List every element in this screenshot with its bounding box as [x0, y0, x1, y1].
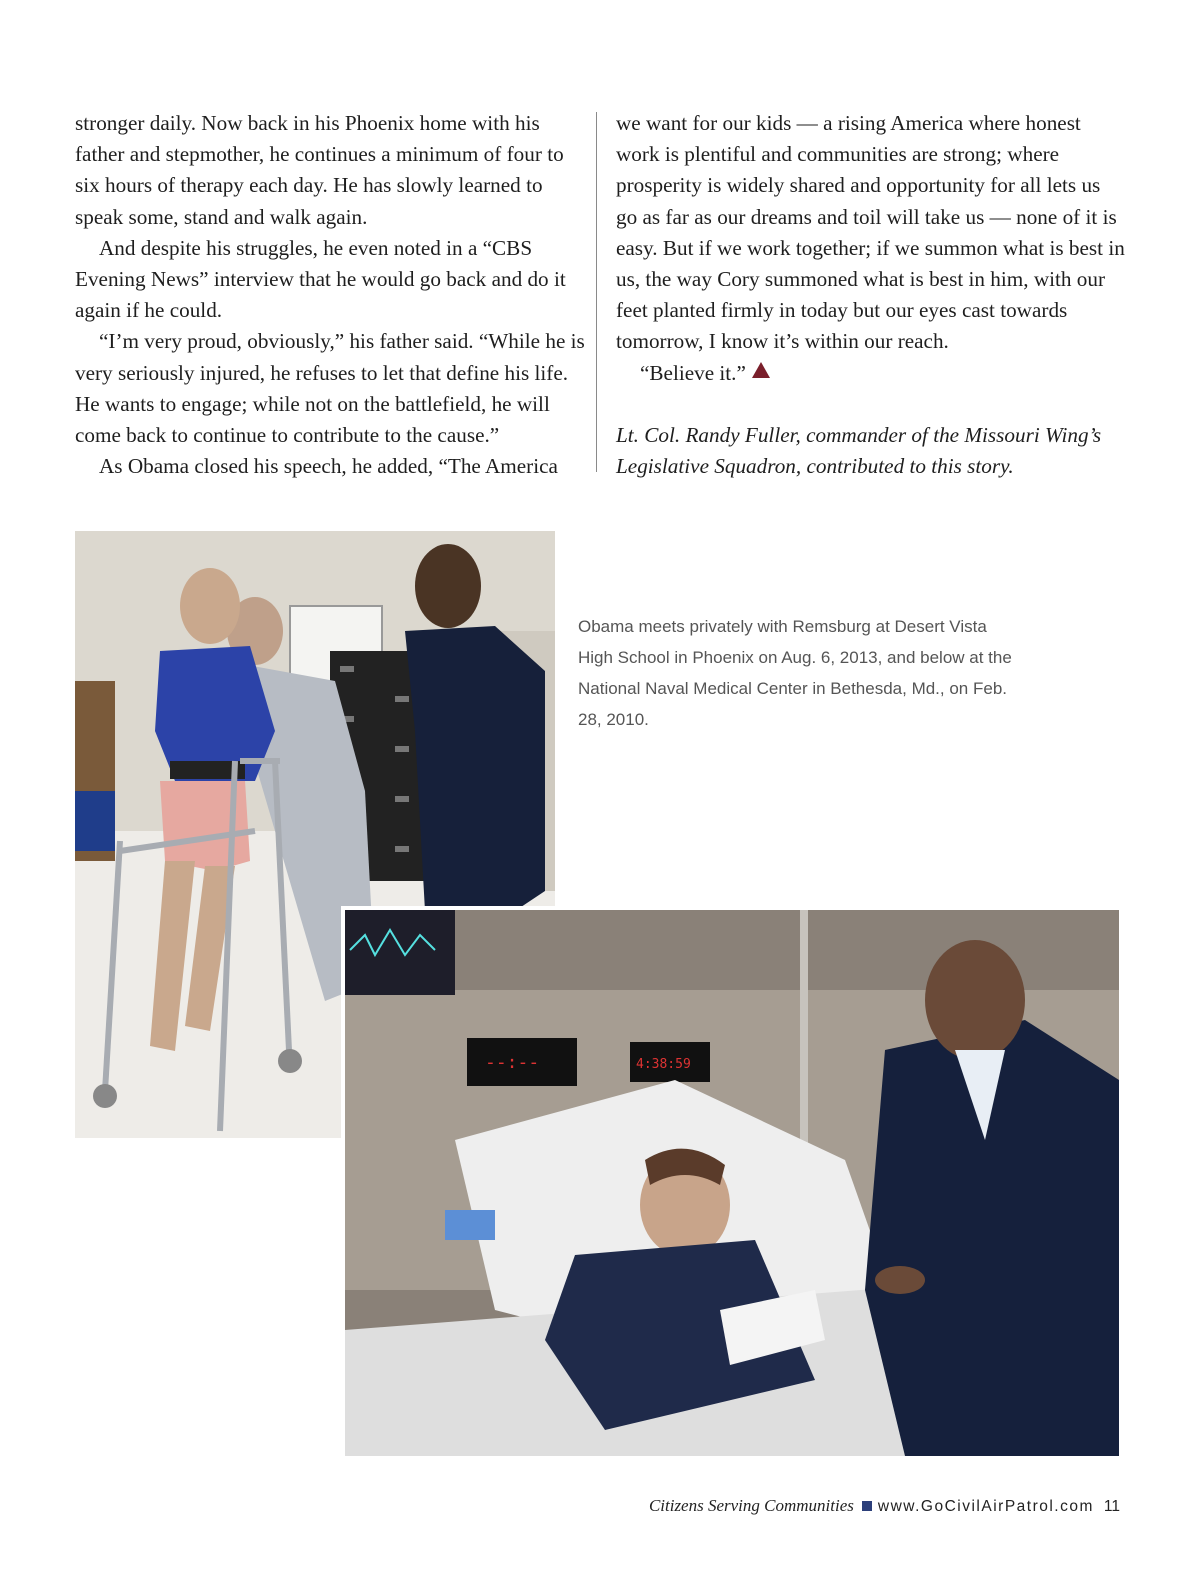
separator-square-icon: [862, 1501, 872, 1511]
paragraph: stronger daily. Now back in his Phoenix home with his father and stepmother, he continues a minimum of four to six hours of therapy each day. He has slowly learned to speak some, stand and walk again.: [75, 111, 564, 229]
paragraph: And despite his struggles, he even noted in a “CBS Evening News” interview that he would go back and do it again if he could.: [75, 235, 566, 323]
page-number: 11: [1103, 1498, 1120, 1515]
paragraph: “I’m very proud, obviously,” his father said. “While he is very seriously injured, he refuses to let that define his life. He wants to engage; while not on the battlefield, he will come back to continue to contribute to the cause.”: [75, 329, 585, 448]
paragraph: we want for our kids — a rising America where honest work is plentiful and communities are strong; where prosperity is widely shared and opportunity for all lets us go as far as our dreams and toil will take us — none of it is easy. But if we work together; if we summon what is best in us, the way Cory summoned what is best in him, with our feet planted firmly in today but our eyes cast towards tomorrow, I know it’s within our reach.: [616, 111, 1125, 354]
svg-text:4:38:59: 4:38:59: [636, 1057, 691, 1072]
page-footer: [649, 1496, 1120, 1516]
photo-hospital-bedside: [341, 906, 1119, 1456]
column-divider: [596, 112, 597, 472]
closing-quote: [616, 358, 1126, 389]
article-column-left: [75, 108, 585, 482]
paragraph: As Obama closed his speech, he added, “The America: [99, 454, 558, 479]
publication-name: Citizens Serving Communities: [648, 1496, 854, 1515]
svg-text:--:--: --:--: [485, 1052, 540, 1073]
article-column-right: [616, 108, 1126, 482]
closing-quote-text: “Believe it.”: [640, 360, 746, 385]
footer-url[interactable]: www.GoCivilAirPatrol.com: [877, 1498, 1094, 1515]
photo-caption: Obama meets privately with Remsburg at Desert Vista High School in Phoenix on Aug. 6, 2013, and below at the National Naval Medical Center in Bethesda, Md., on Feb. 28, 2010.: [578, 617, 1012, 729]
end-mark-triangle-icon: [752, 362, 770, 378]
contributor-credit: Lt. Col. Randy Fuller, commander of the Missouri Wing’s Legislative Squadron, contributed to this story.: [616, 422, 1102, 479]
